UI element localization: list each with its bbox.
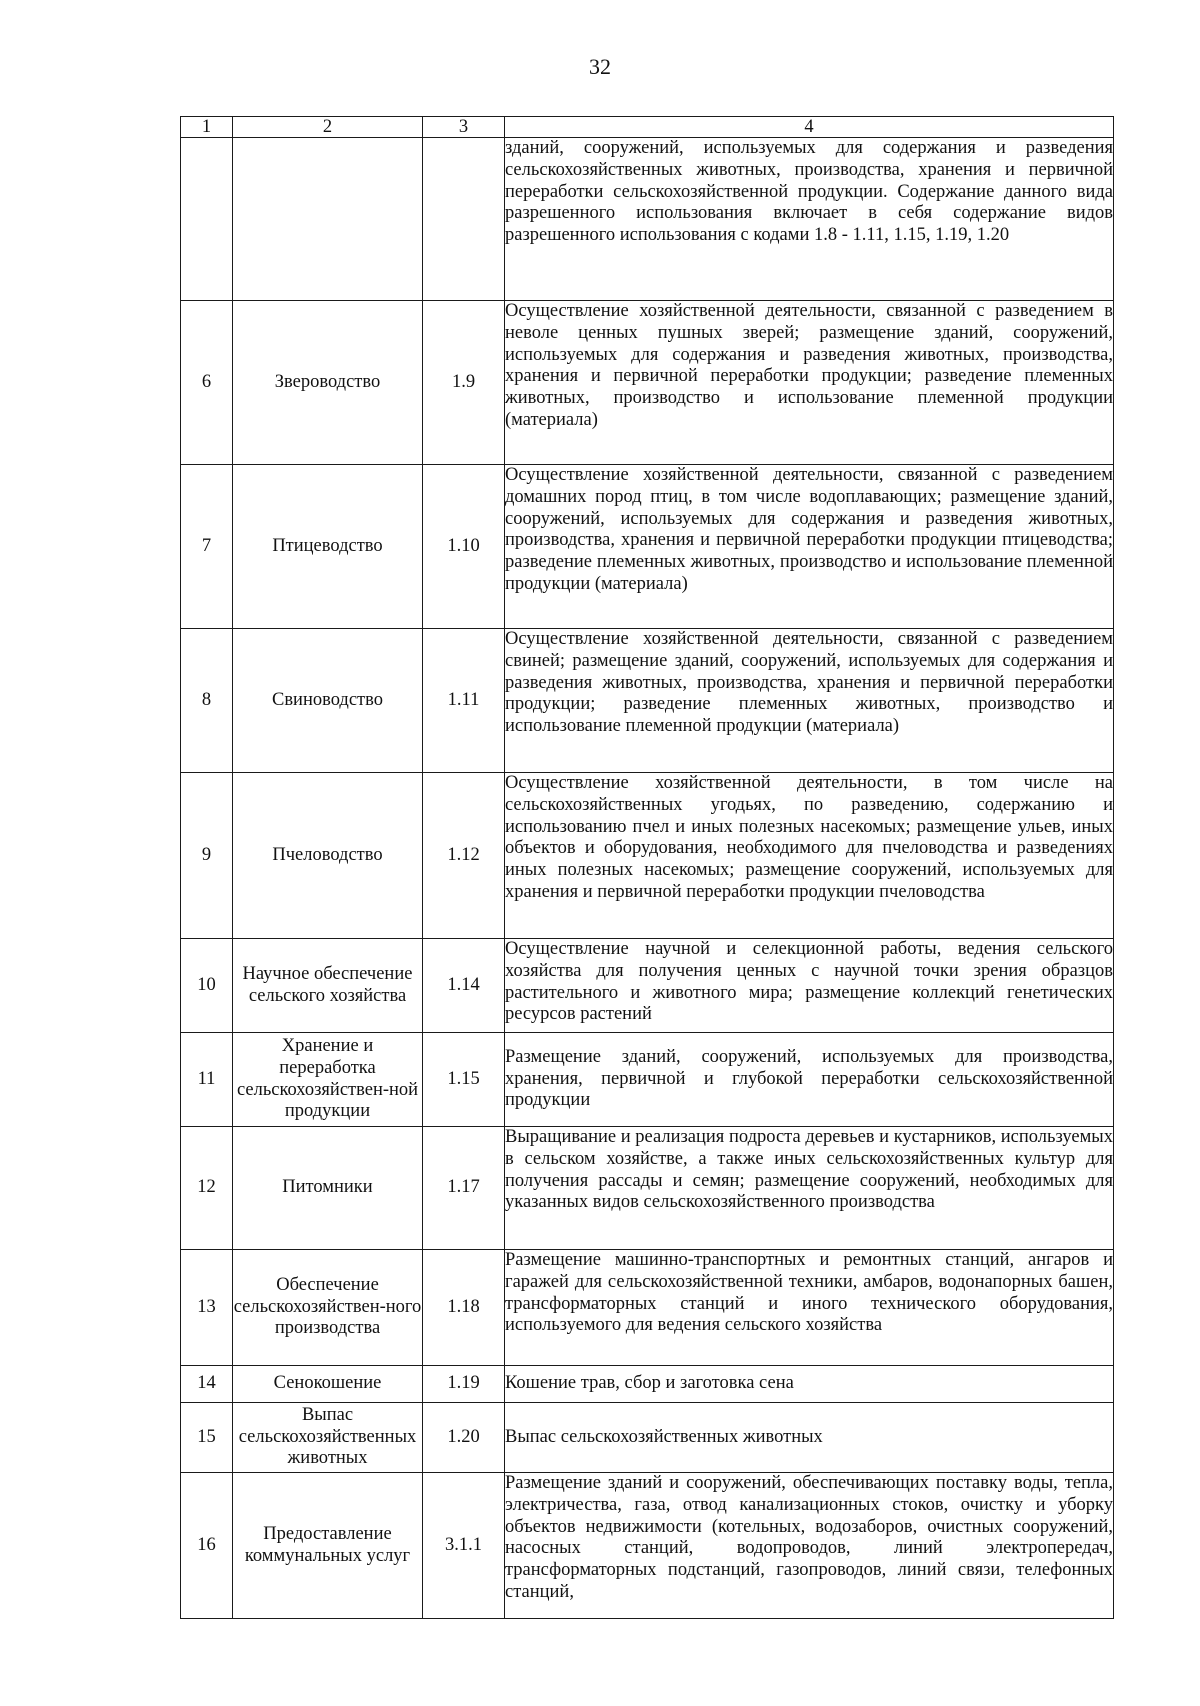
use-type-name: Звероводство xyxy=(233,301,423,465)
use-type-description: зданий, сооружений, используемых для содержания и разведения сельскохозяйственных животных, производства, хранения и первичной переработки сельскохозяйственной продукции. Содержание данного вида разрешенного использования включает в себя содержание видов разрешенного использования с кодами 1.8 - 1.11, 1.15, 1.19, 1.20 xyxy=(505,138,1114,301)
use-type-code: 1.12 xyxy=(423,773,505,939)
use-type-code: 1.18 xyxy=(423,1250,505,1366)
use-type-code: 1.10 xyxy=(423,465,505,629)
use-type-description: Осуществление хозяйственной деятельности, связанной с разведением в неволе ценных пушных зверей; размещение зданий, сооружений, используемых для содержания и разведения животных, производства, хранения и первичной переработки продукции; разведение племенных животных, производство и использование племенной продукции (материала) xyxy=(505,301,1114,465)
use-type-name: Пчеловодство xyxy=(233,773,423,939)
use-type-name: Птицеводство xyxy=(233,465,423,629)
row-number: 15 xyxy=(181,1403,233,1473)
header-col-2: 2 xyxy=(233,117,423,138)
use-type-description: Осуществление хозяйственной деятельности, в том числе на сельскохозяйственных угодьях, по разведению, содержанию и использованию пчел и иных полезных насекомых; размещение ульев, иных объектов и оборудования, необходимого для пчеловодства и разведениях иных полезных насекомых; размещение сооружений, используемых для хранения и первичной переработки продукции пчеловодства xyxy=(505,773,1114,939)
land-use-table xyxy=(180,116,1114,1619)
use-type-code xyxy=(423,138,505,301)
use-type-name: Выпас сельскохозяйственных животных xyxy=(233,1403,423,1473)
table-row xyxy=(181,1473,1114,1619)
use-type-code: 3.1.1 xyxy=(423,1473,505,1619)
table-row xyxy=(181,1250,1114,1366)
use-type-description: Размещение зданий и сооружений, обеспечивающих поставку воды, тепла, электричества, газа, отвод канализационных стоков, очистку и уборку объектов недвижимости (котельных, водозаборов, очистных сооружений, насосных станций, водопроводов, линий электропередач, трансформаторных подстанций, газопроводов, линий связи, телефонных станций, xyxy=(505,1473,1114,1619)
table-row xyxy=(181,1033,1114,1127)
page-number: 32 xyxy=(589,54,611,79)
use-type-code: 1.17 xyxy=(423,1127,505,1250)
table-row xyxy=(181,1366,1114,1403)
row-number: 10 xyxy=(181,939,233,1033)
use-type-name: Научное обеспечение сельского хозяйства xyxy=(233,939,423,1033)
table-row xyxy=(181,1127,1114,1250)
row-number xyxy=(181,138,233,301)
use-type-code: 1.9 xyxy=(423,301,505,465)
use-type-description: Выращивание и реализация подроста деревьев и кустарников, используемых в сельском хозяйстве, а также иных сельскохозяйственных культур для получения рассады и семян; размещение сооружений, необходимых для указанных видов сельскохозяйственного производства xyxy=(505,1127,1114,1250)
table-row xyxy=(181,773,1114,939)
use-type-description: Осуществление хозяйственной деятельности, связанной с разведением домашних пород птиц, в том числе водоплавающих; размещение зданий, сооружений, используемых для содержания и разведения животных, производства, хранения и первичной переработки продукции птицеводства; разведение племенных животных, производство и использование племенной продукции (материала) xyxy=(505,465,1114,629)
table-row xyxy=(181,1403,1114,1473)
table-header-row xyxy=(181,117,1114,138)
header-col-1: 1 xyxy=(181,117,233,138)
use-type-code: 1.19 xyxy=(423,1366,505,1403)
use-type-name: Предоставление коммунальных услуг xyxy=(233,1473,423,1619)
use-type-name: Питомники xyxy=(233,1127,423,1250)
use-type-code: 1.15 xyxy=(423,1033,505,1127)
row-number: 13 xyxy=(181,1250,233,1366)
use-type-description: Осуществление научной и селекционной работы, ведения сельского хозяйства для получения ценных с научной точки зрения образцов растительного и животного мира; размещение коллекций генетических ресурсов растений xyxy=(505,939,1114,1033)
use-type-name: Хранение и переработка сельскохозяйствен-ной продукции xyxy=(233,1033,423,1127)
row-number: 11 xyxy=(181,1033,233,1127)
use-type-description: Размещение машинно-транспортных и ремонтных станций, ангаров и гаражей для сельскохозяйственной техники, амбаров, водонапорных башен, трансформаторных станций и иного технического оборудования, используемого для ведения сельского хозяйства xyxy=(505,1250,1114,1366)
use-type-description: Выпас сельскохозяйственных животных xyxy=(505,1403,1114,1473)
use-type-code: 1.14 xyxy=(423,939,505,1033)
use-type-name: Обеспечение сельскохозяйствен-ного производства xyxy=(233,1250,423,1366)
use-type-code: 1.20 xyxy=(423,1403,505,1473)
table-row xyxy=(181,939,1114,1033)
use-type-name: Свиноводство xyxy=(233,629,423,773)
row-number: 16 xyxy=(181,1473,233,1619)
row-number: 9 xyxy=(181,773,233,939)
table-row xyxy=(181,465,1114,629)
table-row xyxy=(181,301,1114,465)
header-col-4: 4 xyxy=(505,117,1114,138)
row-number: 8 xyxy=(181,629,233,773)
use-type-name: Сенокошение xyxy=(233,1366,423,1403)
use-type-name xyxy=(233,138,423,301)
use-type-description: Осуществление хозяйственной деятельности, связанной с разведением свиней; размещение зданий, сооружений, используемых для содержания и разведения животных, производства, хранения и первичной переработки продукции; разведение племенных животных, производство и использование племенной продукции (материала) xyxy=(505,629,1114,773)
use-type-code: 1.11 xyxy=(423,629,505,773)
table-row xyxy=(181,629,1114,773)
table-row xyxy=(181,138,1114,301)
row-number: 6 xyxy=(181,301,233,465)
use-type-description: Кошение трав, сбор и заготовка сена xyxy=(505,1366,1114,1403)
use-type-description: Размещение зданий, сооружений, используемых для производства, хранения, первичной и глубокой переработки сельскохозяйственной продукции xyxy=(505,1033,1114,1127)
row-number: 12 xyxy=(181,1127,233,1250)
row-number: 7 xyxy=(181,465,233,629)
header-col-3: 3 xyxy=(423,117,505,138)
row-number: 14 xyxy=(181,1366,233,1403)
